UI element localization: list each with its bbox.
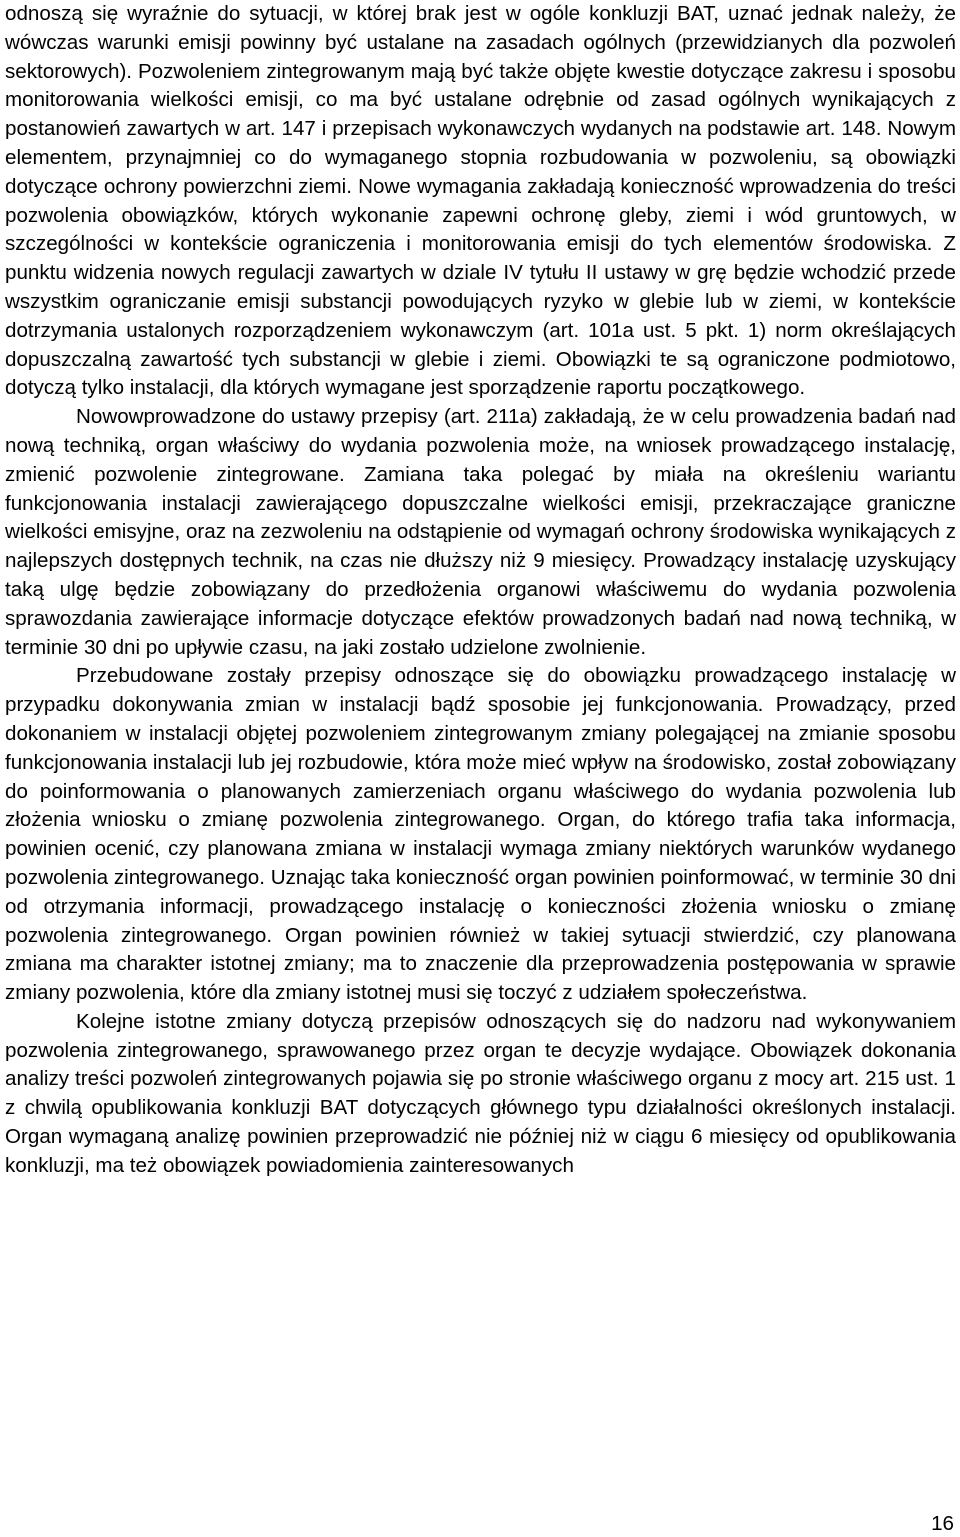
paragraph-4: Kolejne istotne zmiany dotyczą przepisów odnoszących się do nadzoru nad wykonywaniem pozwolenia zintegrowanego, sprawowanego przez organ te decyzje wydające. Obowiązek dokonania analizy treści pozwoleń zintegrowanych pojawia się po stronie właściwego organu z mocy art. 215 ust. 1 z chwilą opublikowania konkluzji BAT dotyczących głównego typu działalności określonych instalacji. Organ wymaganą analizę powinien przeprowadzić nie później niż w ciągu 6 miesięcy od opublikowania konkluzji, ma też obowiązek powiadomienia zainteresowanych xyxy=(5,1009,956,1177)
paragraph-2: Nowowprowadzone do ustawy przepisy (art. 211a) zakładają, że w celu prowadzenia badań nad nową techniką, organ właściwy do wydania pozwolenia może, na wniosek prowadzącego instalację, zmienić pozwolenie zintegrowane. Zamiana taka polegać by miała na określeniu wariantu funkcjonowania instalacji zawierającego dopuszczalne wielkości emisji, przekraczające graniczne wielkości emisyjne, oraz na zezwoleniu na odstąpienie od wymagań ochrony środowiska wynikających z najlepszych dostępnych technik, na czas nie dłuższy niż 9 miesięcy. Prowadzący instalację uzyskujący taką ulgę będzie zobowiązany do przedłożenia organowi właściwemu do wydania pozwolenia sprawozdania zawierające informacje dotyczące efektów prowadzonych badań nad nową techniką, w terminie 30 dni po upływie czasu, na jaki zostało udzielone zwolnienie. xyxy=(5,405,956,659)
paragraph-3: Przebudowane zostały przepisy odnoszące się do obowiązku prowadzącego instalację w przypadku dokonywania zmian w instalacji bądź sposobie jej funkcjonowania. Prowadzący, przed dokonaniem w instalacji objętej pozwoleniem zintegrowanym zmiany polegającej na zmianie sposobu funkcjonowania instalacji lub jej rozbudowie, która może mieć wpływ na środowisko, został zobowiązany do poinformowania o planowanych zamierzeniach organu właściwego do wydania pozwolenia lub złożenia wniosku o zmianę pozwolenia zintegrowanego. Organ, do którego trafia taka informacja, powinien ocenić, czy planowana zmiana w instalacji wymaga zmiany niektórych warunków wydanego pozwolenia zintegrowanego. Uznając taka konieczność organ powinien poinformować, w terminie 30 dni od otrzymania informacji, prowadzącego instalację o konieczności złożenia wniosku o zmianę pozwolenia zintegrowanego. Organ powinien również w takiej sytuacji stwierdzić, czy planowana zmiana ma charakter istotnej zmiany; ma to znaczenie dla przeprowadzenia postępowania w sprawie zmiany pozwolenia, które dla zmiany istotnej musi się toczyć z udziałem społeczeństwa. xyxy=(5,664,956,1005)
paragraph-1: odnoszą się wyraźnie do sytuacji, w której brak jest w ogóle konkluzji BAT, uznać jednak należy, że wówczas warunki emisji powinny być ustalane na zasadach ogólnych (przewidzianych dla pozwoleń sektorowych). Pozwoleniem zintegrowanym mają być także objęte kwestie dotyczące zakresu i sposobu monitorowania wielkości emisji, co ma być ustalane odrębnie od zasad ogólnych wynikających z postanowień zawartych w art. 147 i przepisach wykonawczych wydanych na podstawie art. 148. Nowym elementem, przynajmniej co do wymaganego stopnia rozbudowania w pozwoleniu, są obowiązki dotyczące ochrony powierzchni ziemi. Nowe wymagania zakładają konieczność wprowadzenia do treści pozwolenia obowiązków, których wykonanie zapewni ochronę gleby, ziemi i wód gruntowych, w szczególności w kontekście ograniczenia i monitorowania emisji do tych elementów środowiska. Z punktu widzenia nowych regulacji zawartych w dziale IV tytułu II ustawy w grę będzie wchodzić przede wszystkim ograniczanie emisji substancji powodujących ryzyko w glebie lub w ziemi, w kontekście dotrzymania ustalonych rozporządzeniem wykonawczym (art. 101a ust. 5 pkt. 1) norm określających dopuszczalną zawartość tych substancji w glebie i ziemi. Obowiązki te są ograniczone podmiotowo, dotyczą tylko instalacji, dla których wymagane jest sporządzenie raportu początkowego. xyxy=(5,2,956,400)
page-number: 16 xyxy=(931,1512,954,1535)
document-body xyxy=(5,0,956,1181)
